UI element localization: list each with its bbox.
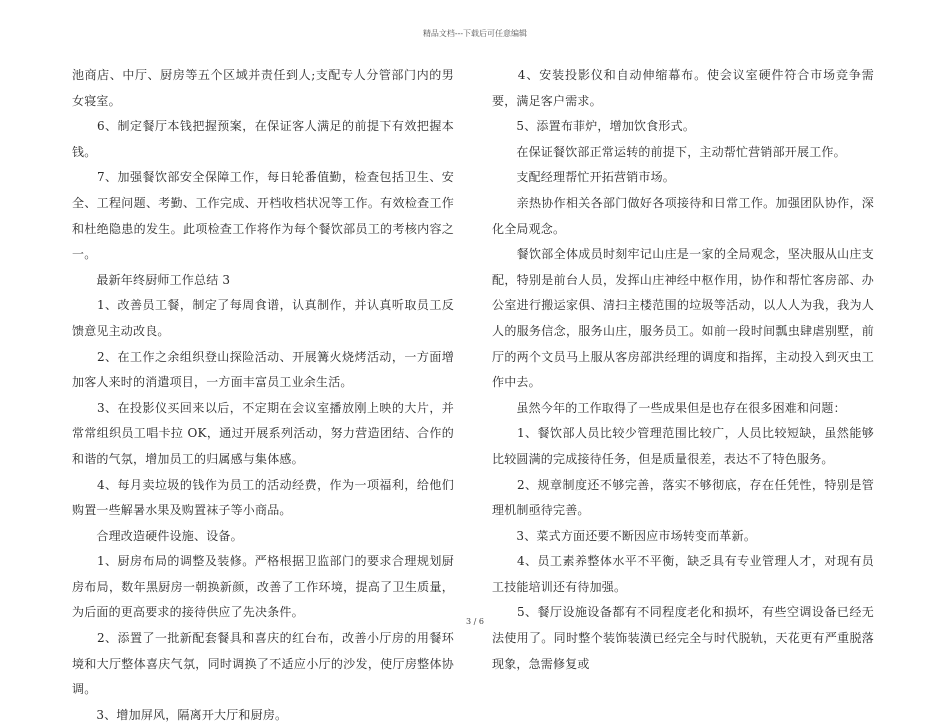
paragraph: 虽然今年的工作取得了一些成果但是也存在很多困难和问题：: [492, 400, 846, 415]
paragraph: 2、规章制度还不够完善，落实不够彻底，存在任凭性，特别是管理机制亟待完善。: [492, 477, 874, 518]
paragraph: 2、在工作之余组织登山探险活动、开展篝火烧烤活动，一方面增加客人来时的消遣项目，一方面丰富员工业余生活。: [72, 349, 454, 390]
paragraph: 合理改造硬件设施、设备。: [72, 528, 243, 543]
paragraph: 7、加强餐饮部安全保障工作，每日轮番值勤，检查包括卫生、安全、工程问题、考勤、工作完成、开档收档状况等工作。有效检查工作和杜绝隐患的发生。此项检查工作将作为每个餐饮部员工的考核内容之一。: [72, 170, 454, 262]
paragraph: 4、员工素养整体水平不平衡，缺乏具有专业管理人才，对现有员工技能培训还有待加强。: [492, 554, 874, 594]
paragraph: 4、每月卖垃圾的钱作为员工的活动经费，作为一项福利，给他们购置一些解暑水果及购置袜子等小商品。: [72, 477, 454, 518]
paragraph: 3、菜式方面还要不断因应市场转变而革新。: [492, 528, 757, 543]
section-heading: 最新年终厨师工作总结 3: [72, 272, 231, 287]
paragraph: 6、制定餐厅本钱把握预案，在保证客人满足的前提下有效把握本钱。: [72, 119, 454, 159]
paragraph: 1、餐饮部人员比较少管理范围比较广，人员比较短缺，虽然能够比较圆满的完成接待任务，但是质量很差，表达不了特色服务。: [492, 426, 874, 466]
paragraph: 3、在投影仪买回来以后，不定期在会议室播放刚上映的大片，并常常组织员工唱卡拉 OK，通过开展系列活动，努力营造团结、合作的和谐的气氛，增加员工的归属感与集体感。: [72, 400, 454, 466]
left-text-column: [72, 63, 454, 728]
paragraph: 5、添置布菲炉，增加饮食形式。: [492, 119, 696, 134]
page-number: 3 / 6: [466, 617, 484, 626]
paragraph: 在保证餐饮部正常运转的前提下，主动帮忙营销部开展工作。: [492, 144, 846, 159]
paragraph: 3、增加屏风，隔离开大厅和厨房。: [72, 707, 288, 722]
paragraph: 2、添置了一批新配套餐具和喜庆的红台布，改善小厅房的用餐环境和大厅整体喜庆气氛，同时调换了不适应小厅的沙发，使厅房整体协调。: [72, 631, 454, 697]
paragraph: 5、餐厅设施设备都有不同程度老化和损坏，有些空调设备已经无法使用了。同时整个装饰装潢已经完全与时代脱轨，天花更有严重脱落现象，急需修复或: [492, 605, 874, 671]
paragraph: 4、安装投影仪和自动伸缩幕布。使会议室硬件符合市场竞争需要，满足客户需求。: [492, 68, 874, 108]
paragraph: 1、改善员工餐，制定了每周食谱，认真制作，并认真听取员工反馈意见主动改良。: [72, 298, 454, 338]
page-header-note: 精品文档---下载后可任意编辑: [422, 29, 528, 38]
paragraph: 池商店、中厅、厨房等五个区域并责任到人;支配专人分管部门内的男女寝室。: [72, 68, 454, 108]
paragraph: 1、厨房布局的调整及装修。严格根据卫监部门的要求合理规划厨房布局，数年黑厨房一朝换新颜，改善了工作环境，提高了卫生质量，为后面的更高要求的接待供应了先决条件。: [72, 554, 454, 620]
paragraph: 餐饮部全体成员时刻牢记山庄是一家的全局观念，坚决服从山庄支配，特别是前台人员，发挥山庄神经中枢作用，协作和帮忙客房部、办公室进行搬运家俱、清扫主楼范围的垃圾等活动，以人人为我，我为人人的服务信念，服务山庄，服务员工。如前一段时间瓢虫肆虐别墅，前厅的两个文员马上服从客房部洪经理的调度和指挥，主动投入到灭虫工作中去。: [492, 247, 874, 390]
paragraph: 支配经理帮忙开拓营销市场。: [492, 170, 676, 185]
right-text-column: [492, 63, 874, 677]
paragraph: 亲热协作相关各部门做好各项接待和日常工作。加强团队协作，深化全局观念。: [492, 195, 874, 236]
